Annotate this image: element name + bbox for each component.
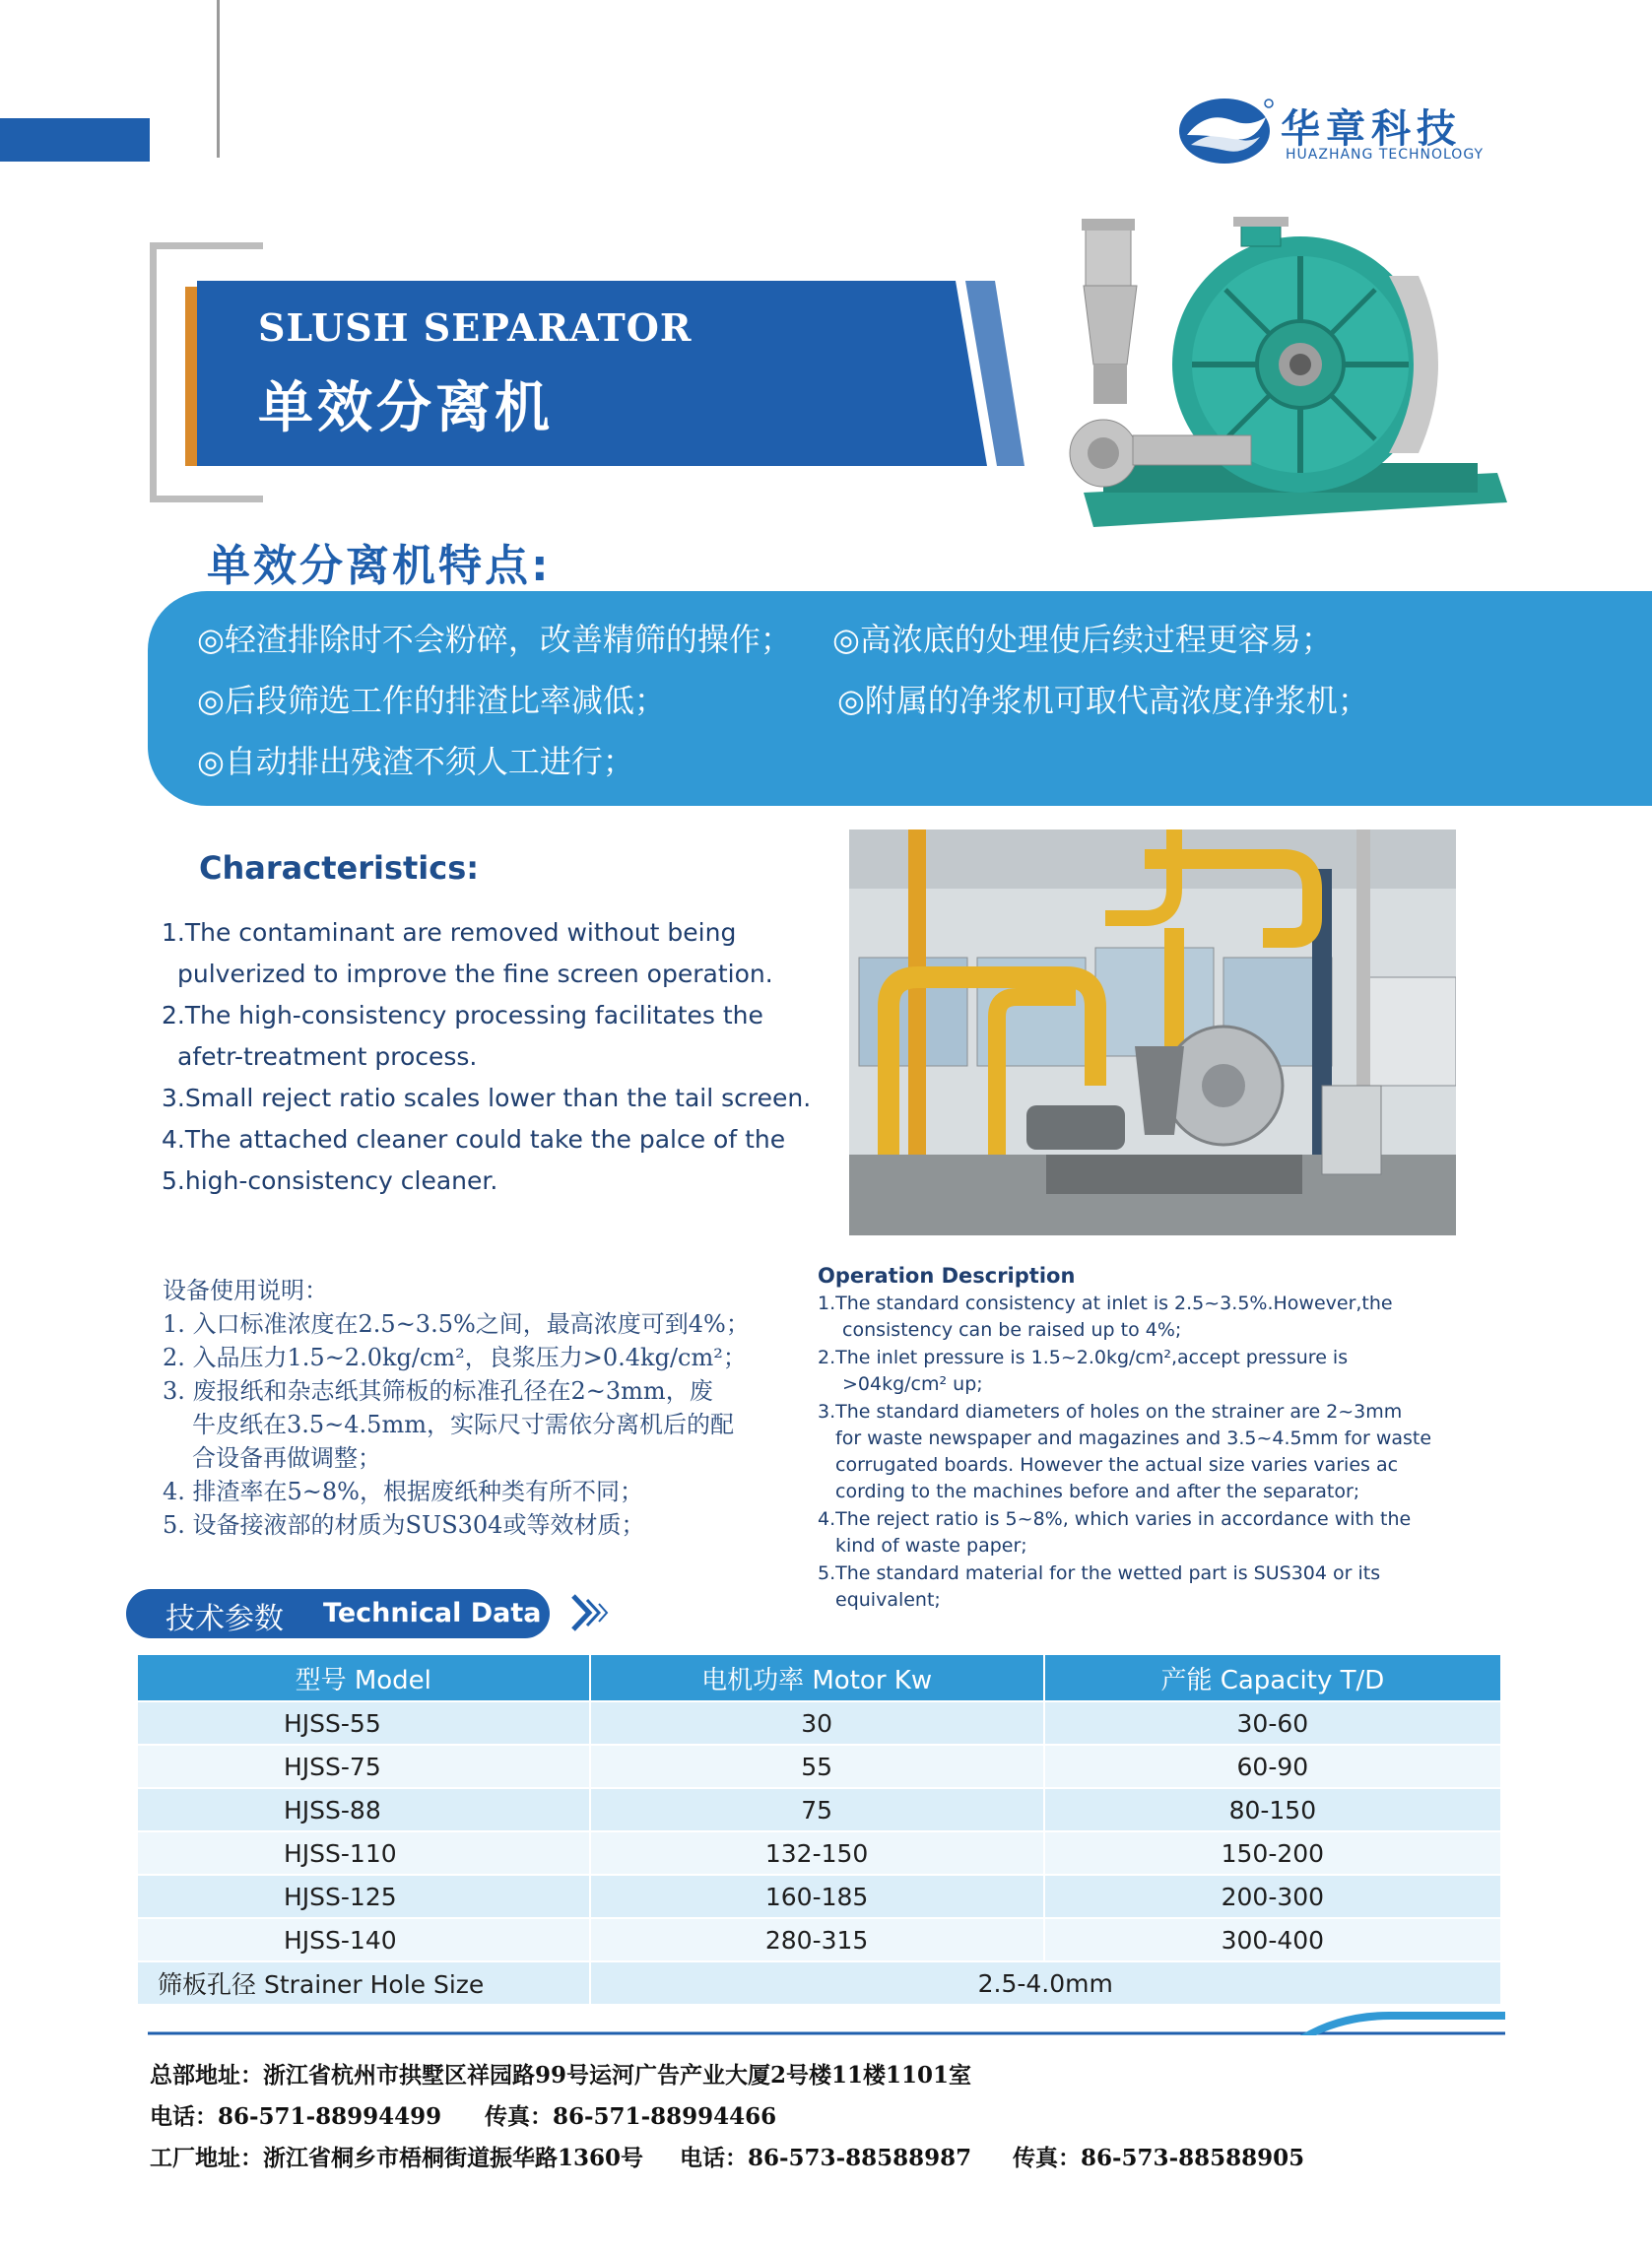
feature-item: ◎轻渣排除时不会粉碎，改善精筛的操作； (197, 621, 792, 658)
usage-line: 1. 入口标准浓度在2.5~3.5%之间，最高浓度可到4%； (163, 1310, 750, 1338)
table-row (137, 1918, 1501, 1961)
operation-line: equivalent; (835, 1589, 941, 1611)
footer-fax: 传真：86-571-88994466 (485, 2103, 777, 2130)
usage-heading: 设备使用说明： (163, 1277, 328, 1304)
capacity-cell: 30-60 (1044, 1701, 1501, 1745)
model-cell: HJSS-55 (137, 1701, 590, 1745)
brand-name-cn: 华章科技 (1281, 106, 1462, 152)
motor-cell: 160-185 (590, 1875, 1044, 1918)
motor-cell: 75 (590, 1788, 1044, 1831)
motor-cell: 30 (590, 1701, 1044, 1745)
table-row (137, 1745, 1501, 1788)
footer-divider (148, 2008, 1505, 2037)
operation-line: >04kg/cm² up; (842, 1373, 983, 1395)
operation-line: 1.The standard consistency at inlet is 2.5~3.5%.However,the (818, 1293, 1393, 1314)
features-heading: 单效分离机特点: (207, 541, 552, 591)
title-english: SLUSH SEPARATOR (258, 305, 693, 350)
usage-line: 2. 入品压力1.5~2.0kg/cm²，良浆压力>0.4kg/cm²； (163, 1344, 747, 1371)
usage-line: 4. 排渣率在5~8%，根据废纸种类有所不同； (163, 1478, 643, 1505)
characteristics-line: 4.The attached cleaner could take the palce of the (162, 1125, 786, 1154)
usage-line: 牛皮纸在3.5~4.5mm，实际尺寸需依分离机后的配 (192, 1411, 734, 1438)
table-row (137, 1831, 1501, 1875)
logo-mark-icon (1177, 96, 1276, 166)
factory-installation-photo (849, 830, 1456, 1235)
footer-factory-phone: 电话：86-573-88588987 (680, 2145, 972, 2171)
title-chinese: 单效分离机 (258, 376, 554, 440)
characteristics-line: afetr-treatment process. (177, 1042, 478, 1071)
motor-cell: 132-150 (590, 1831, 1044, 1875)
operation-line: 2.The inlet pressure is 1.5~2.0kg/cm²,accept pressure is (818, 1347, 1349, 1368)
usage-line: 合设备再做调整； (192, 1444, 381, 1472)
motor-cell: 55 (590, 1745, 1044, 1788)
motor-cell: 280-315 (590, 1918, 1044, 1961)
characteristics-line: 5.high-consistency cleaner. (162, 1166, 498, 1195)
operation-line: consistency can be raised up to 4%; (842, 1319, 1182, 1341)
brand-logo (1177, 94, 1502, 172)
top-divider-line (217, 0, 220, 158)
table-header-row (137, 1654, 1501, 1701)
usage-line: 3. 废报纸和杂志纸其筛板的标准孔径在2~3mm，废 (163, 1377, 713, 1405)
technical-data-label-cn: 技术参数 (165, 1602, 284, 1636)
capacity-cell: 200-300 (1044, 1875, 1501, 1918)
table-row (137, 1788, 1501, 1831)
double-chevron-right-icon (569, 1588, 619, 1637)
feature-item: ◎自动排出残渣不须人工进行； (197, 743, 634, 780)
footer-address: 总部地址：浙江省杭州市拱墅区祥园路99号运河广告产业大厦2号楼11楼1101室 (150, 2062, 972, 2089)
model-cell: HJSS-75 (137, 1745, 590, 1788)
operation-line: 4.The reject ratio is 5~8%, which varies in accordance with the (818, 1508, 1412, 1530)
column-header-motor: 电机功率 Motor Kw (590, 1654, 1044, 1701)
characteristics-line: pulverized to improve the fine screen operation. (177, 960, 773, 988)
feature-item: ◎高浓底的处理使后续过程更容易； (832, 621, 1333, 658)
operation-line: corrugated boards. However the actual size varies varies ac (835, 1454, 1399, 1476)
strainer-row (137, 1961, 1501, 2005)
usage-line: 5. 设备接液部的材质为SUS304或等效材质； (163, 1511, 645, 1539)
operation-line: 5.The standard material for the wetted part is SUS304 or its (818, 1562, 1381, 1584)
operation-line: cording to the machines before and after the separator; (835, 1481, 1360, 1502)
operation-heading: Operation Description (818, 1264, 1076, 1288)
operation-line: 3.The standard diameters of holes on the strainer are 2~3mm (818, 1401, 1403, 1423)
capacity-cell: 80-150 (1044, 1788, 1501, 1831)
capacity-cell: 300-400 (1044, 1918, 1501, 1961)
characteristics-heading: Characteristics: (199, 849, 480, 887)
feature-item: ◎附属的净浆机可取代高浓度净浆机； (837, 682, 1369, 719)
footer-factory-fax: 传真：86-573-88588905 (1013, 2145, 1305, 2171)
feature-item: ◎后段筛选工作的排渣比率减低； (197, 682, 666, 719)
operation-line: for waste newspaper and magazines and 3.5~4.5mm for waste (835, 1427, 1432, 1449)
table-row (137, 1875, 1501, 1918)
characteristics-line: 3.Small reject ratio scales lower than the tail screen. (162, 1084, 812, 1112)
top-accent-bar (0, 118, 150, 162)
strainer-value-cell: 2.5-4.0mm (590, 1961, 1502, 2005)
slush-separator-machine-image (1064, 217, 1507, 532)
table-row (137, 1701, 1501, 1745)
model-cell: HJSS-110 (137, 1831, 590, 1875)
characteristics-line: 1.The contaminant are removed without being (162, 918, 737, 947)
capacity-cell: 150-200 (1044, 1831, 1501, 1875)
model-cell: HJSS-88 (137, 1788, 590, 1831)
column-header-capacity: 产能 Capacity T/D (1044, 1654, 1501, 1701)
footer-phone: 电话：86-571-88994499 (150, 2103, 442, 2130)
footer-factory-address: 工厂地址：浙江省桐乡市梧桐街道振华路1360号 (150, 2145, 644, 2171)
technical-data-table (136, 1653, 1502, 2006)
column-header-model: 型号 Model (137, 1654, 590, 1701)
strainer-label-cell: 筛板孔径 Strainer Hole Size (137, 1961, 590, 2005)
model-cell: HJSS-140 (137, 1918, 590, 1961)
model-cell: HJSS-125 (137, 1875, 590, 1918)
technical-data-label-en: Technical Data (323, 1598, 542, 1628)
capacity-cell: 60-90 (1044, 1745, 1501, 1788)
characteristics-line: 2.The high-consistency processing facilitates the (162, 1001, 763, 1029)
brand-name-en: HUAZHANG TECHNOLOGY (1286, 147, 1485, 163)
operation-line: kind of waste paper; (835, 1535, 1027, 1557)
